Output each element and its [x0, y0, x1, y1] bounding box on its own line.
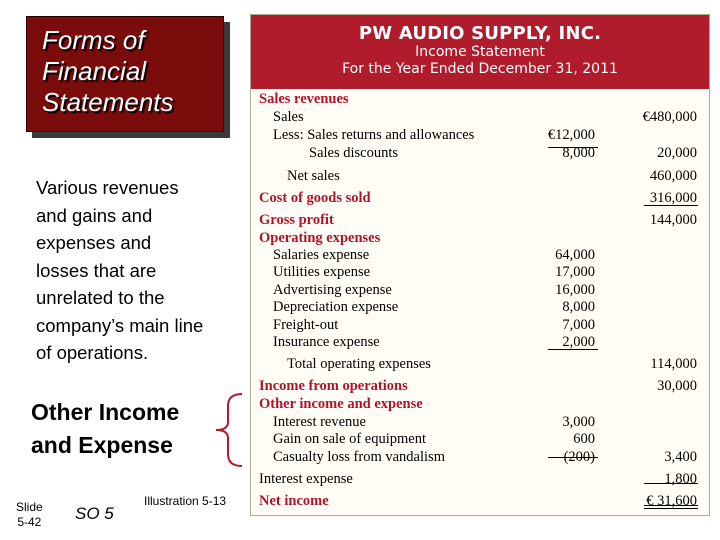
description-line: expenses and — [36, 232, 152, 253]
statement-row — [251, 263, 709, 281]
row-amount-total: 114,000 — [650, 356, 697, 372]
row-amount-inner: 8,000 — [562, 299, 595, 315]
row-label: Sales — [273, 109, 304, 125]
row-amount-inner: 16,000 — [555, 282, 595, 298]
underline — [548, 349, 598, 350]
row-label: Insurance expense — [273, 334, 380, 350]
callout-label — [31, 396, 179, 462]
slide-title-line: Forms of — [42, 25, 145, 55]
income-statement — [250, 14, 710, 516]
row-label: Net sales — [287, 168, 340, 184]
row-label: Sales revenues — [259, 91, 349, 107]
row-amount-total: 3,400 — [664, 449, 697, 465]
statement-row — [251, 492, 709, 510]
statement-row — [251, 333, 709, 351]
underline — [644, 205, 698, 206]
slide-label: Slide — [16, 500, 43, 514]
row-amount-total: 316,000 — [649, 190, 697, 206]
statement-row — [251, 298, 709, 316]
row-amount-inner: €12,000 — [547, 127, 595, 143]
slide-number — [16, 500, 43, 530]
double-underline — [644, 508, 698, 509]
statement-row — [251, 395, 709, 413]
company-name: PW AUDIO SUPPLY, INC. — [358, 23, 602, 44]
row-label: Gross profit — [259, 212, 334, 228]
row-label: Operating expenses — [259, 230, 381, 246]
statement-row — [251, 246, 709, 264]
row-amount-inner: 7,000 — [562, 317, 595, 333]
callout-line: and Expense — [31, 432, 173, 458]
description-line: company’s main line — [36, 314, 204, 336]
slide-title-line: Statements — [42, 87, 174, 117]
slide-title-box — [26, 16, 224, 132]
row-amount-inner: 2,000 — [562, 334, 595, 350]
description-line: unrelated to the — [36, 287, 165, 308]
statement-header — [251, 15, 709, 89]
underline — [548, 147, 598, 148]
callout-line: Other Income — [31, 399, 180, 425]
row-amount-inner: 8,000 — [562, 145, 595, 161]
row-amount-total: €480,000 — [642, 109, 697, 125]
row-label: Depreciation expense — [273, 299, 399, 315]
row-amount-inner: 3,000 — [562, 414, 595, 430]
statement-row — [251, 229, 709, 247]
bracket-icon — [212, 392, 246, 468]
description-line: and gains and — [36, 204, 153, 226]
statement-row — [251, 281, 709, 299]
statement-row — [251, 316, 709, 334]
row-label: Advertising expense — [273, 282, 392, 298]
row-label: Cost of goods sold — [259, 190, 371, 206]
row-amount-total: € 31,600 — [646, 493, 697, 509]
row-label: Sales discounts — [309, 145, 399, 161]
row-label: Less: Sales returns and allowances — [273, 127, 475, 143]
illustration-label: Illustration 5-13 — [144, 494, 227, 508]
description-line: losses that are — [36, 259, 157, 281]
row-label: Utilities expense — [273, 264, 371, 280]
row-amount-inner: 600 — [573, 431, 595, 447]
underline — [548, 457, 598, 458]
row-amount-inner: 17,000 — [555, 264, 595, 280]
description-text — [36, 174, 241, 367]
statement-title: Income Statement — [415, 44, 545, 60]
description-line: Various revenues — [36, 177, 179, 198]
statement-period: For the Year Ended December 31, 2011 — [342, 61, 618, 77]
statement-row — [251, 430, 709, 448]
row-label: Casualty loss from vandalism — [273, 449, 445, 465]
statement-row — [251, 355, 709, 373]
row-label: Gain on sale of equipment — [273, 431, 427, 447]
row-amount-total: 1,800 — [664, 471, 697, 487]
row-label: Salaries expense — [273, 247, 370, 263]
row-amount-total: 460,000 — [649, 168, 697, 184]
statement-row — [251, 377, 709, 395]
description-line: of operations. — [36, 342, 149, 363]
statement-row — [251, 470, 709, 488]
row-label: Freight-out — [273, 317, 339, 333]
row-label: Interest expense — [259, 471, 353, 487]
double-underline — [644, 505, 698, 506]
statement-row — [251, 413, 709, 431]
row-label: Other income and expense — [259, 396, 423, 412]
statement-row — [251, 108, 709, 126]
row-amount-total: 20,000 — [657, 145, 697, 161]
row-amount-inner: 64,000 — [555, 247, 595, 263]
row-label: Total operating expenses — [287, 356, 431, 372]
statement-row — [251, 144, 709, 162]
statement-row — [251, 90, 709, 108]
statement-row — [251, 189, 709, 207]
slide-number-value: 5-42 — [17, 515, 42, 529]
slide-title-line: Financial — [42, 56, 147, 86]
row-label: Interest revenue — [273, 414, 366, 430]
underline — [644, 483, 698, 484]
row-label: Net income — [259, 493, 329, 509]
statement-row — [251, 126, 709, 144]
statement-row — [251, 448, 709, 466]
statement-row — [251, 167, 709, 185]
row-amount-inner: (200) — [563, 449, 595, 465]
row-amount-total: 144,000 — [649, 212, 697, 228]
study-objective: SO 5 — [75, 504, 114, 523]
row-label: Income from operations — [259, 378, 408, 394]
statement-row — [251, 211, 709, 229]
row-amount-total: 30,000 — [657, 378, 697, 394]
